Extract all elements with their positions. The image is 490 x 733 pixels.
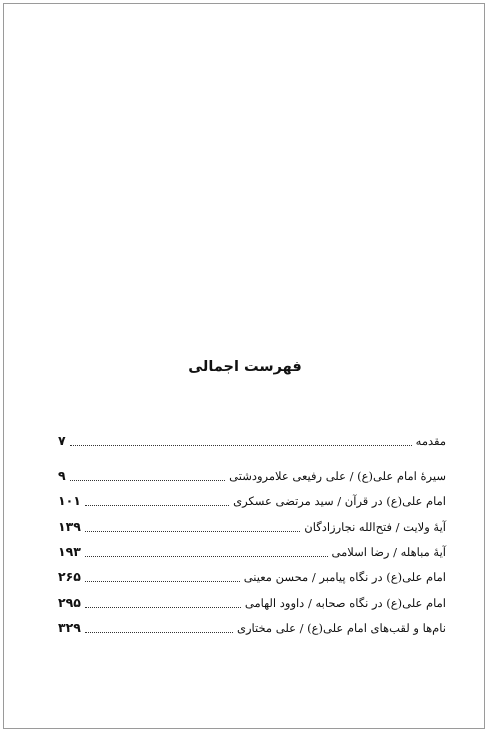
toc-entry-label: مقدمه bbox=[415, 434, 446, 448]
toc-entry-page: ۳۲۹ bbox=[58, 620, 81, 635]
toc-entry-page: ۱۰۱ bbox=[58, 493, 81, 508]
toc-entry-label: نام‌ها و لقب‌های امام علی(ع) / علی مختاری bbox=[236, 621, 446, 635]
dot-leader bbox=[85, 631, 233, 633]
dot-leader bbox=[85, 580, 240, 582]
toc-entry-label: امام علی(ع) در قرآن / سید مرتضی عسکری bbox=[233, 494, 446, 508]
toc-entry-label: امام علی(ع) در نگاه پیامبر / محسن معینی bbox=[243, 570, 446, 584]
toc-entry bbox=[58, 490, 446, 510]
toc-entry bbox=[58, 566, 446, 586]
toc-entry-page: ۷ bbox=[58, 433, 66, 448]
toc-entry-page: ۲۹۵ bbox=[58, 595, 81, 610]
dot-leader bbox=[85, 504, 229, 506]
dot-leader bbox=[70, 479, 226, 481]
toc-entry-label: آیهٔ ولایت / فتح‌الله نجارزادگان bbox=[304, 520, 446, 534]
toc-entry-label: سیرهٔ امام علی(ع) / علی رفیعی علامرودشتی bbox=[229, 469, 446, 483]
page-title: فهرست اجمالی bbox=[188, 359, 302, 375]
toc-entry bbox=[58, 465, 446, 485]
toc-entry bbox=[58, 430, 446, 450]
toc-entry bbox=[58, 592, 446, 612]
toc-entry-page: ۱۳۹ bbox=[58, 519, 81, 534]
dot-leader bbox=[85, 530, 300, 532]
dot-leader bbox=[70, 444, 412, 446]
toc-entry-page: ۱۹۳ bbox=[58, 544, 81, 559]
toc-entry-label: آیهٔ مباهله / رضا اسلامی bbox=[331, 545, 446, 559]
toc-entry bbox=[58, 617, 446, 637]
toc-entry-page: ۹ bbox=[58, 468, 66, 483]
toc-entry-page: ۲۶۵ bbox=[58, 569, 81, 584]
dot-leader bbox=[85, 555, 328, 557]
toc-entry bbox=[58, 541, 446, 561]
dot-leader bbox=[85, 606, 241, 608]
toc-entry bbox=[58, 516, 446, 536]
toc-entry-label: امام علی(ع) در نگاه صحابه / داوود الهامی bbox=[244, 596, 446, 610]
